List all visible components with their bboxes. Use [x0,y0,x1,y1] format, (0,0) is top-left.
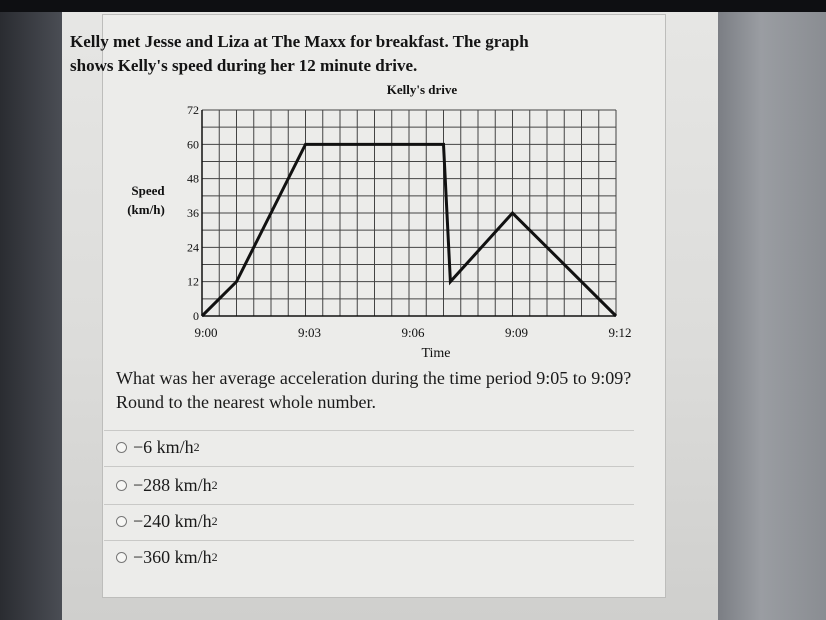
answer-option-1[interactable] [116,434,200,460]
question-prompt: What was her average acceleration during the time period 9:05 to 9:09? Round to the nearest whole number. [116,368,632,412]
x-tick-label: 9:12 [608,325,632,340]
option-value: −288 km/h [133,474,212,495]
y-tick-label: 48 [187,171,199,186]
answer-option-2[interactable] [116,472,218,498]
option-exponent: 2 [211,549,218,564]
radio-icon[interactable] [116,552,127,563]
x-tick-label: 9:00 [194,325,218,340]
question-intro: Kelly met Jesse and Liza at The Maxx for breakfast. The graph shows Kelly's speed during her 12 minute drive. [70,32,529,75]
radio-icon[interactable] [116,442,127,453]
answer-option-4[interactable] [116,544,218,570]
option-exponent: 2 [211,477,218,492]
answer-option-3[interactable] [116,508,218,534]
y-tick-label: 72 [187,103,199,117]
option-value: −240 km/h [133,510,212,531]
radio-icon[interactable] [116,480,127,491]
divider [104,466,634,467]
x-axis-label: Time [421,346,451,361]
y-tick-label: 0 [193,309,199,323]
y-tick-label: 12 [187,274,199,289]
x-tick-label: 9:09 [504,325,529,340]
x-tick-label: 9:03 [297,325,322,340]
option-value: −360 km/h [133,546,212,567]
x-tick-label: 9:06 [401,325,425,340]
option-exponent: 2 [211,513,218,528]
y-tick-label: 36 [187,206,199,220]
y-tick-label: 24 [187,240,199,255]
divider [104,540,634,541]
y-tick-label: 60 [187,137,199,152]
y-axis-label-line-2: (km/h) [127,202,165,217]
divider [104,504,634,505]
chart-grid [202,110,616,316]
chart-title: Kelly's drive [386,82,458,97]
y-axis-label-line-1: Speed [131,183,165,198]
divider [104,430,634,431]
option-exponent: 2 [193,439,200,454]
radio-icon[interactable] [116,516,127,527]
option-value: −6 km/h [133,436,194,457]
